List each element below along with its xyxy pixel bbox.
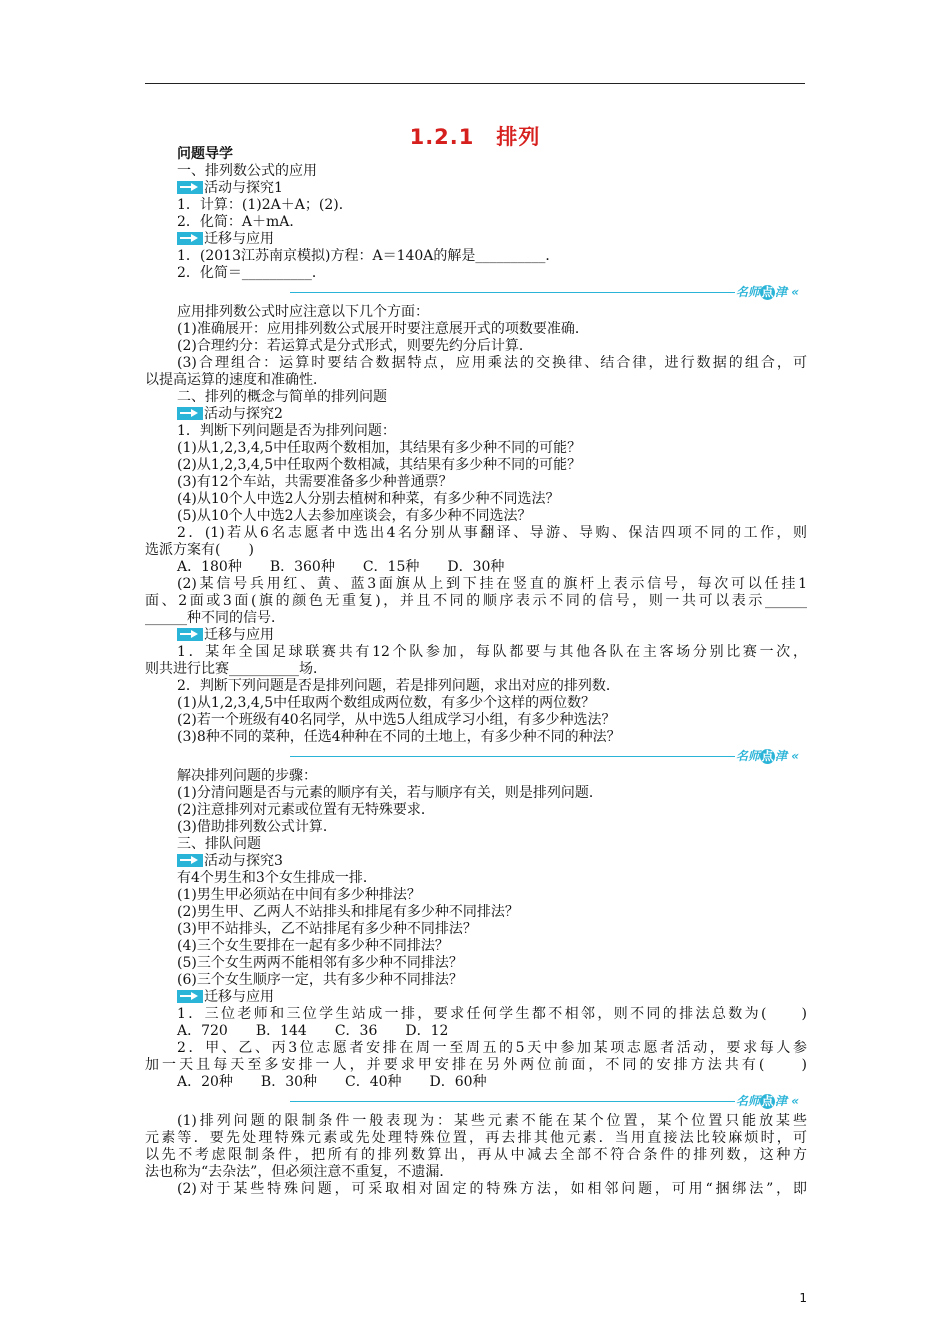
line-text: 解决排列问题的步骤： [177, 768, 317, 784]
line-text: (1)排列问题的限制条件一般表现为：某些元素不能在某个位置，某个位置只能放某些 [177, 1113, 807, 1129]
line-text: ______种不同的信号． [145, 610, 285, 626]
text-line [145, 321, 807, 338]
text-line [145, 870, 807, 887]
header-rule [145, 83, 805, 84]
text-line [145, 214, 807, 231]
activity-heading [145, 853, 807, 870]
line-text: 法也称为“去杂法”，但必须注意不重复，不遗漏． [145, 1164, 454, 1180]
activity-heading [145, 627, 807, 644]
line-text: 应用排列数公式时应注意以下几个方面： [177, 304, 429, 320]
line-text: (6)三个女生顺序一定，共有多少种不同排法？ [177, 972, 463, 988]
line-text: 选派方案有( ) [145, 542, 254, 558]
text-line [145, 304, 807, 321]
line-text: (5)三个女生两两不能相邻有多少种不同排法？ [177, 955, 463, 971]
text-line [145, 389, 807, 406]
text-line [145, 265, 807, 282]
document-body [145, 146, 807, 1198]
line-text: 2．判断下列问题是否是排列问题，若是排列问题，求出对应的排列数． [177, 678, 620, 694]
text-line [145, 508, 807, 525]
line-text: 以提高运算的速度和准确性． [145, 372, 327, 388]
text-line [145, 972, 807, 989]
line-text: 元素等．要先处理特殊元素或先处理特殊位置，再去排其他元素．当用直接法比较麻烦时，可 [145, 1130, 807, 1146]
text-line [145, 785, 807, 802]
activity-heading [145, 180, 807, 197]
line-text: 迁移与应用 [204, 627, 274, 643]
line-text: 面、2面或3面(旗的颜色无重复)，并且不同的顺序表示不同的信号，则一共可以表示______ [145, 593, 807, 609]
text-line [145, 1113, 807, 1130]
line-text: (3)有12个车站，共需要准备多少种普通票？ [177, 474, 453, 490]
text-line [145, 423, 807, 440]
text-line [145, 1040, 807, 1057]
divider-line [290, 756, 735, 757]
line-text: (2)从1,2,3,4,5中任取两个数相减，其结果有多少种不同的可能？ [177, 457, 582, 473]
text-line [145, 921, 807, 938]
text-line [145, 955, 807, 972]
line-text: 有4个男生和3个女生排成一排． [177, 870, 377, 886]
text-line [145, 729, 807, 746]
text-line [145, 887, 807, 904]
activity-heading [145, 231, 807, 248]
text-line [145, 248, 807, 265]
text-line [145, 355, 807, 372]
text-line [145, 197, 807, 214]
line-text: 2．化简：A＋mA． [177, 214, 304, 230]
line-text: (2)某信号兵用红、黄、蓝3面旗从上到下挂在竖直的旗杆上表示信号，每次可以任挂1 [177, 576, 807, 592]
text-line [145, 1147, 807, 1164]
line-text: 迁移与应用 [204, 231, 274, 247]
text-line [145, 1057, 807, 1074]
line-text: (2)若一个班级有40名同学，从中选5人组成学习小组，有多少种选法？ [177, 712, 616, 728]
arrow-marker-icon [177, 854, 203, 867]
line-text: (2)对于某些特殊问题，可采取相对固定的特殊方法，如相邻问题，可用“捆绑法”，即 [177, 1181, 807, 1197]
badge-circle: 点 [761, 1094, 774, 1108]
line-text: (3)合理组合：运算时要结合数据特点，应用乘法的交换律、结合律，进行数据的组合，可 [177, 355, 807, 371]
line-text: 则共进行比赛__________场． [145, 661, 327, 677]
activity-heading [145, 989, 807, 1006]
line-text: (1)男生甲必须站在中间有多少种排法？ [177, 887, 421, 903]
badge-prefix: 名师 [735, 1094, 760, 1108]
badge-suffix: 津 [775, 749, 788, 763]
line-text: 一、排列数公式的应用 [177, 163, 317, 179]
text-line [145, 457, 807, 474]
badge-suffix: 津 [775, 285, 788, 299]
text-line [145, 440, 807, 457]
line-text: 2．化简＝__________． [177, 265, 326, 281]
line-text: 迁移与应用 [204, 989, 274, 1005]
badge-suffix: 津 [775, 1094, 788, 1108]
text-line [145, 542, 807, 559]
arrow-marker-icon [177, 628, 203, 641]
line-text: 1．计算：(1)2A＋A；(2)． [177, 197, 353, 213]
line-text: (1)从1,2,3,4,5中任取两个数相加，其结果有多少种不同的可能？ [177, 440, 582, 456]
text-line [145, 678, 807, 695]
line-text: (2)男生甲、乙两人不站排头和排尾有多少种不同排法？ [177, 904, 519, 920]
text-line [145, 836, 807, 853]
divider-line [290, 1101, 735, 1102]
text-line [145, 1130, 807, 1147]
line-text: (5)从10个人中选2人去参加座谈会，有多少种不同选法？ [177, 508, 532, 524]
text-line [145, 491, 807, 508]
section-divider [145, 748, 807, 766]
text-line [145, 802, 807, 819]
line-text: 1．(2013江苏南京模拟)方程：A＝140A的解是__________． [177, 248, 560, 264]
text-line [145, 474, 807, 491]
line-text: 加一天且每天至多安排一人，并要求甲安排在另外两位前面，不同的安排方法共有( ) [145, 1057, 807, 1073]
badge-circle: 点 [761, 285, 774, 299]
line-text: (3)8种不同的菜种，任选4种种在不同的土地上，有多少种不同的种法？ [177, 729, 621, 745]
text-line [145, 1181, 807, 1198]
arrow-marker-icon [177, 232, 203, 245]
section-divider [145, 284, 807, 302]
line-text: 1．判断下列问题是否为排列问题： [177, 423, 396, 439]
line-text: (2)注意排列对元素或位置有无特殊要求． [177, 802, 435, 818]
text-line [145, 593, 807, 610]
tips-badge: 名师点 津 « [735, 1094, 799, 1108]
text-line [145, 938, 807, 955]
line-text: (4)三个女生要排在一起有多少种不同排法？ [177, 938, 449, 954]
text-line [145, 610, 807, 627]
text-line [145, 819, 807, 836]
text-line [145, 1023, 807, 1040]
text-line [145, 1164, 807, 1181]
line-text: 1．三位老师和三位学生站成一排，要求任何学生都不相邻，则不同的排法总数为( ) [177, 1006, 807, 1022]
text-line [145, 146, 807, 163]
page-title: 1.2.1 排列 [409, 125, 541, 149]
line-text: 二、排列的概念与简单的排列问题 [177, 389, 387, 405]
badge-prefix: 名师 [735, 749, 760, 763]
text-line [145, 904, 807, 921]
text-line [145, 712, 807, 729]
line-text: 活动与探究3 [204, 853, 283, 869]
text-line [145, 661, 807, 678]
line-text: 2．(1)若从6名志愿者中选出4名分别从事翻译、导游、导购、保洁四项不同的工作，则 [177, 525, 807, 541]
line-text: A．180种 B．360种 C．15种 D．30种 [177, 559, 505, 575]
line-text: 活动与探究2 [204, 406, 283, 422]
tips-badge: 名师点 津 « [735, 749, 799, 763]
text-line [145, 1006, 807, 1023]
line-text: (1)分清问题是否与元素的顺序有关，若与顺序有关，则是排列问题． [177, 785, 603, 801]
line-text: A．20种 B．30种 C．40种 D．60种 [177, 1074, 487, 1090]
arrow-marker-icon [177, 990, 203, 1003]
text-line [145, 163, 807, 180]
badge-circle: 点 [761, 749, 774, 763]
line-text: (4)从10个人中选2人分别去植树和种菜，有多少种不同选法？ [177, 491, 560, 507]
text-line [145, 372, 807, 389]
line-text: (1)从1,2,3,4,5中任取两个数组成两位数，有多少个这样的两位数？ [177, 695, 596, 711]
arrow-marker-icon [177, 181, 203, 194]
line-text: 以先不考虑限制条件，把所有的排列数算出，再从中减去全部不符合条件的排列数，这种方 [145, 1147, 807, 1163]
text-line [145, 1074, 807, 1091]
line-text: 1．某年全国足球联赛共有12个队参加，每队都要与其他各队在主客场分别比赛一次， [177, 644, 807, 660]
text-line [145, 644, 807, 661]
line-text: 三、排队问题 [177, 836, 261, 852]
section-divider [145, 1093, 807, 1111]
activity-heading [145, 406, 807, 423]
line-text: A．720 B．144 C．36 D．12 [177, 1023, 449, 1039]
line-text: 活动与探究1 [204, 180, 283, 196]
line-text: (3)借助排列数公式计算． [177, 819, 337, 835]
line-text: 2．甲、乙、丙3位志愿者安排在周一至周五的5天中参加某项志愿者活动，要求每人参 [177, 1040, 807, 1056]
line-text: (3)甲不站排头，乙不站排尾有多少种不同排法？ [177, 921, 477, 937]
badge-prefix: 名师 [735, 285, 760, 299]
text-line [145, 695, 807, 712]
line-text: (2)合理约分：若运算式是分式形式，则要先约分后计算． [177, 338, 533, 354]
text-line [145, 338, 807, 355]
text-line [145, 768, 807, 785]
page-number: 1 [799, 1291, 807, 1305]
line-text: (1)准确展开：应用排列数公式展开时要注意展开式的项数要准确． [177, 321, 589, 337]
line-text: 问题导学 [177, 146, 233, 162]
text-line [145, 525, 807, 542]
tips-badge: 名师点 津 « [735, 285, 799, 299]
divider-line [290, 292, 735, 293]
arrow-marker-icon [177, 407, 203, 420]
text-line [145, 576, 807, 593]
text-line [145, 559, 807, 576]
